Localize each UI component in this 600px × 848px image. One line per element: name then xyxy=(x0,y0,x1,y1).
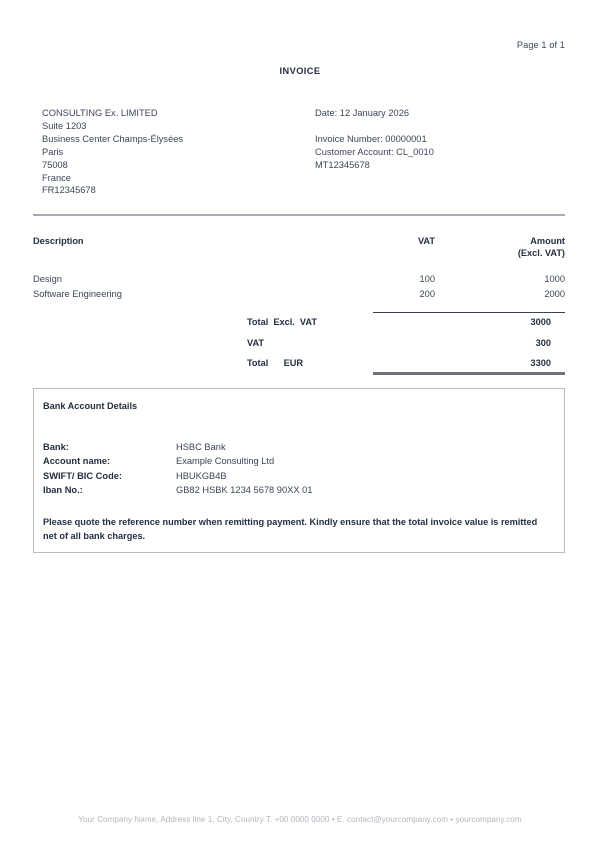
column-header-amount-line1: Amount xyxy=(530,236,565,246)
totals-label-subtotal: Total Excl. VAT xyxy=(247,317,317,328)
invoice-vat-id: MT12345678 xyxy=(315,159,370,170)
invoice-meta-block xyxy=(42,107,565,207)
totals-block xyxy=(247,312,565,374)
row-description: Software Engineering xyxy=(33,289,122,299)
sender-line-street: Business Center Champs-Élysées xyxy=(42,133,184,144)
bank-label-swift: SWIFT/ BIC Code: xyxy=(43,470,123,481)
line-items-table xyxy=(33,236,565,302)
sender-line-postcode: 75008 xyxy=(42,159,68,170)
bank-label-bank: Bank: xyxy=(43,442,69,452)
totals-row-subtotal xyxy=(247,312,565,333)
bank-account-details-box xyxy=(33,388,565,553)
document-title: INVOICE xyxy=(279,66,321,76)
bank-payment-note: Please quote the reference number when remitting payment. Kindly ensure that the total invoice value is remitted net of all bank charges. xyxy=(43,517,538,541)
totals-value-subtotal: 3000 xyxy=(530,317,551,328)
column-header-vat: VAT xyxy=(417,236,435,246)
table-spacer-row xyxy=(33,260,565,272)
column-header-description: Description xyxy=(33,236,84,246)
totals-label-vat: VAT xyxy=(247,337,265,348)
bank-value-account-name: Example Consulting Ltd xyxy=(176,456,275,467)
totals-row-grand-total xyxy=(247,353,565,374)
column-header-amount xyxy=(435,236,565,260)
totals-bottom-rule xyxy=(373,372,565,375)
table-header-row xyxy=(33,236,565,260)
column-header-amount-line2: (Excl. VAT) xyxy=(517,247,565,258)
bank-value-swift: HBUKGB4B xyxy=(176,470,227,481)
header-divider xyxy=(33,214,565,216)
bank-field-row xyxy=(43,454,312,468)
row-amount: 2000 xyxy=(544,289,565,299)
bank-value-bank: HSBC Bank xyxy=(176,442,226,452)
totals-value-grand-total: 3300 xyxy=(530,358,551,369)
totals-row-vat xyxy=(247,333,565,354)
meta-spacer xyxy=(315,120,575,133)
bank-details-grid xyxy=(43,440,543,497)
bank-label-iban: Iban No.: xyxy=(43,484,83,495)
row-vat: 100 xyxy=(419,274,435,284)
invoice-date: Date: 12 January 2026 xyxy=(315,108,410,118)
sender-address-block xyxy=(42,107,312,197)
invoice-details-block xyxy=(315,107,575,172)
table-row xyxy=(33,287,565,302)
sender-line-suite: Suite 1203 xyxy=(42,120,87,131)
totals-label-grand-total: Total EUR xyxy=(247,358,303,369)
invoice-number: Invoice Number: 00000001 xyxy=(315,133,427,144)
row-vat: 200 xyxy=(419,289,435,299)
bank-field-row xyxy=(43,440,312,454)
bank-field-row xyxy=(43,469,312,483)
bank-details-title: Bank Account Details xyxy=(43,401,138,411)
page-footer: Your Company Name, Address line 1, City, Country T. +00 0000 0000 • E. contact@yourcompany.com • yourcompany.com xyxy=(78,815,522,824)
bank-field-row xyxy=(43,483,312,497)
row-description: Design xyxy=(33,274,62,284)
sender-line-country: France xyxy=(42,172,71,183)
sender-line-company: CONSULTING Ex. LIMITED xyxy=(42,108,158,118)
sender-line-vat-id: FR12345678 xyxy=(42,185,96,196)
row-amount: 1000 xyxy=(544,274,565,284)
bank-value-iban: GB82 HSBK 1234 5678 90XX 01 xyxy=(176,484,313,495)
bank-label-account-name: Account name: xyxy=(43,456,111,467)
sender-line-city: Paris xyxy=(42,146,64,157)
page-counter: Page 1 of 1 xyxy=(516,40,565,50)
customer-account: Customer Account: CL_0010 xyxy=(315,146,434,157)
totals-value-vat: 300 xyxy=(535,337,551,348)
table-row xyxy=(33,272,565,287)
